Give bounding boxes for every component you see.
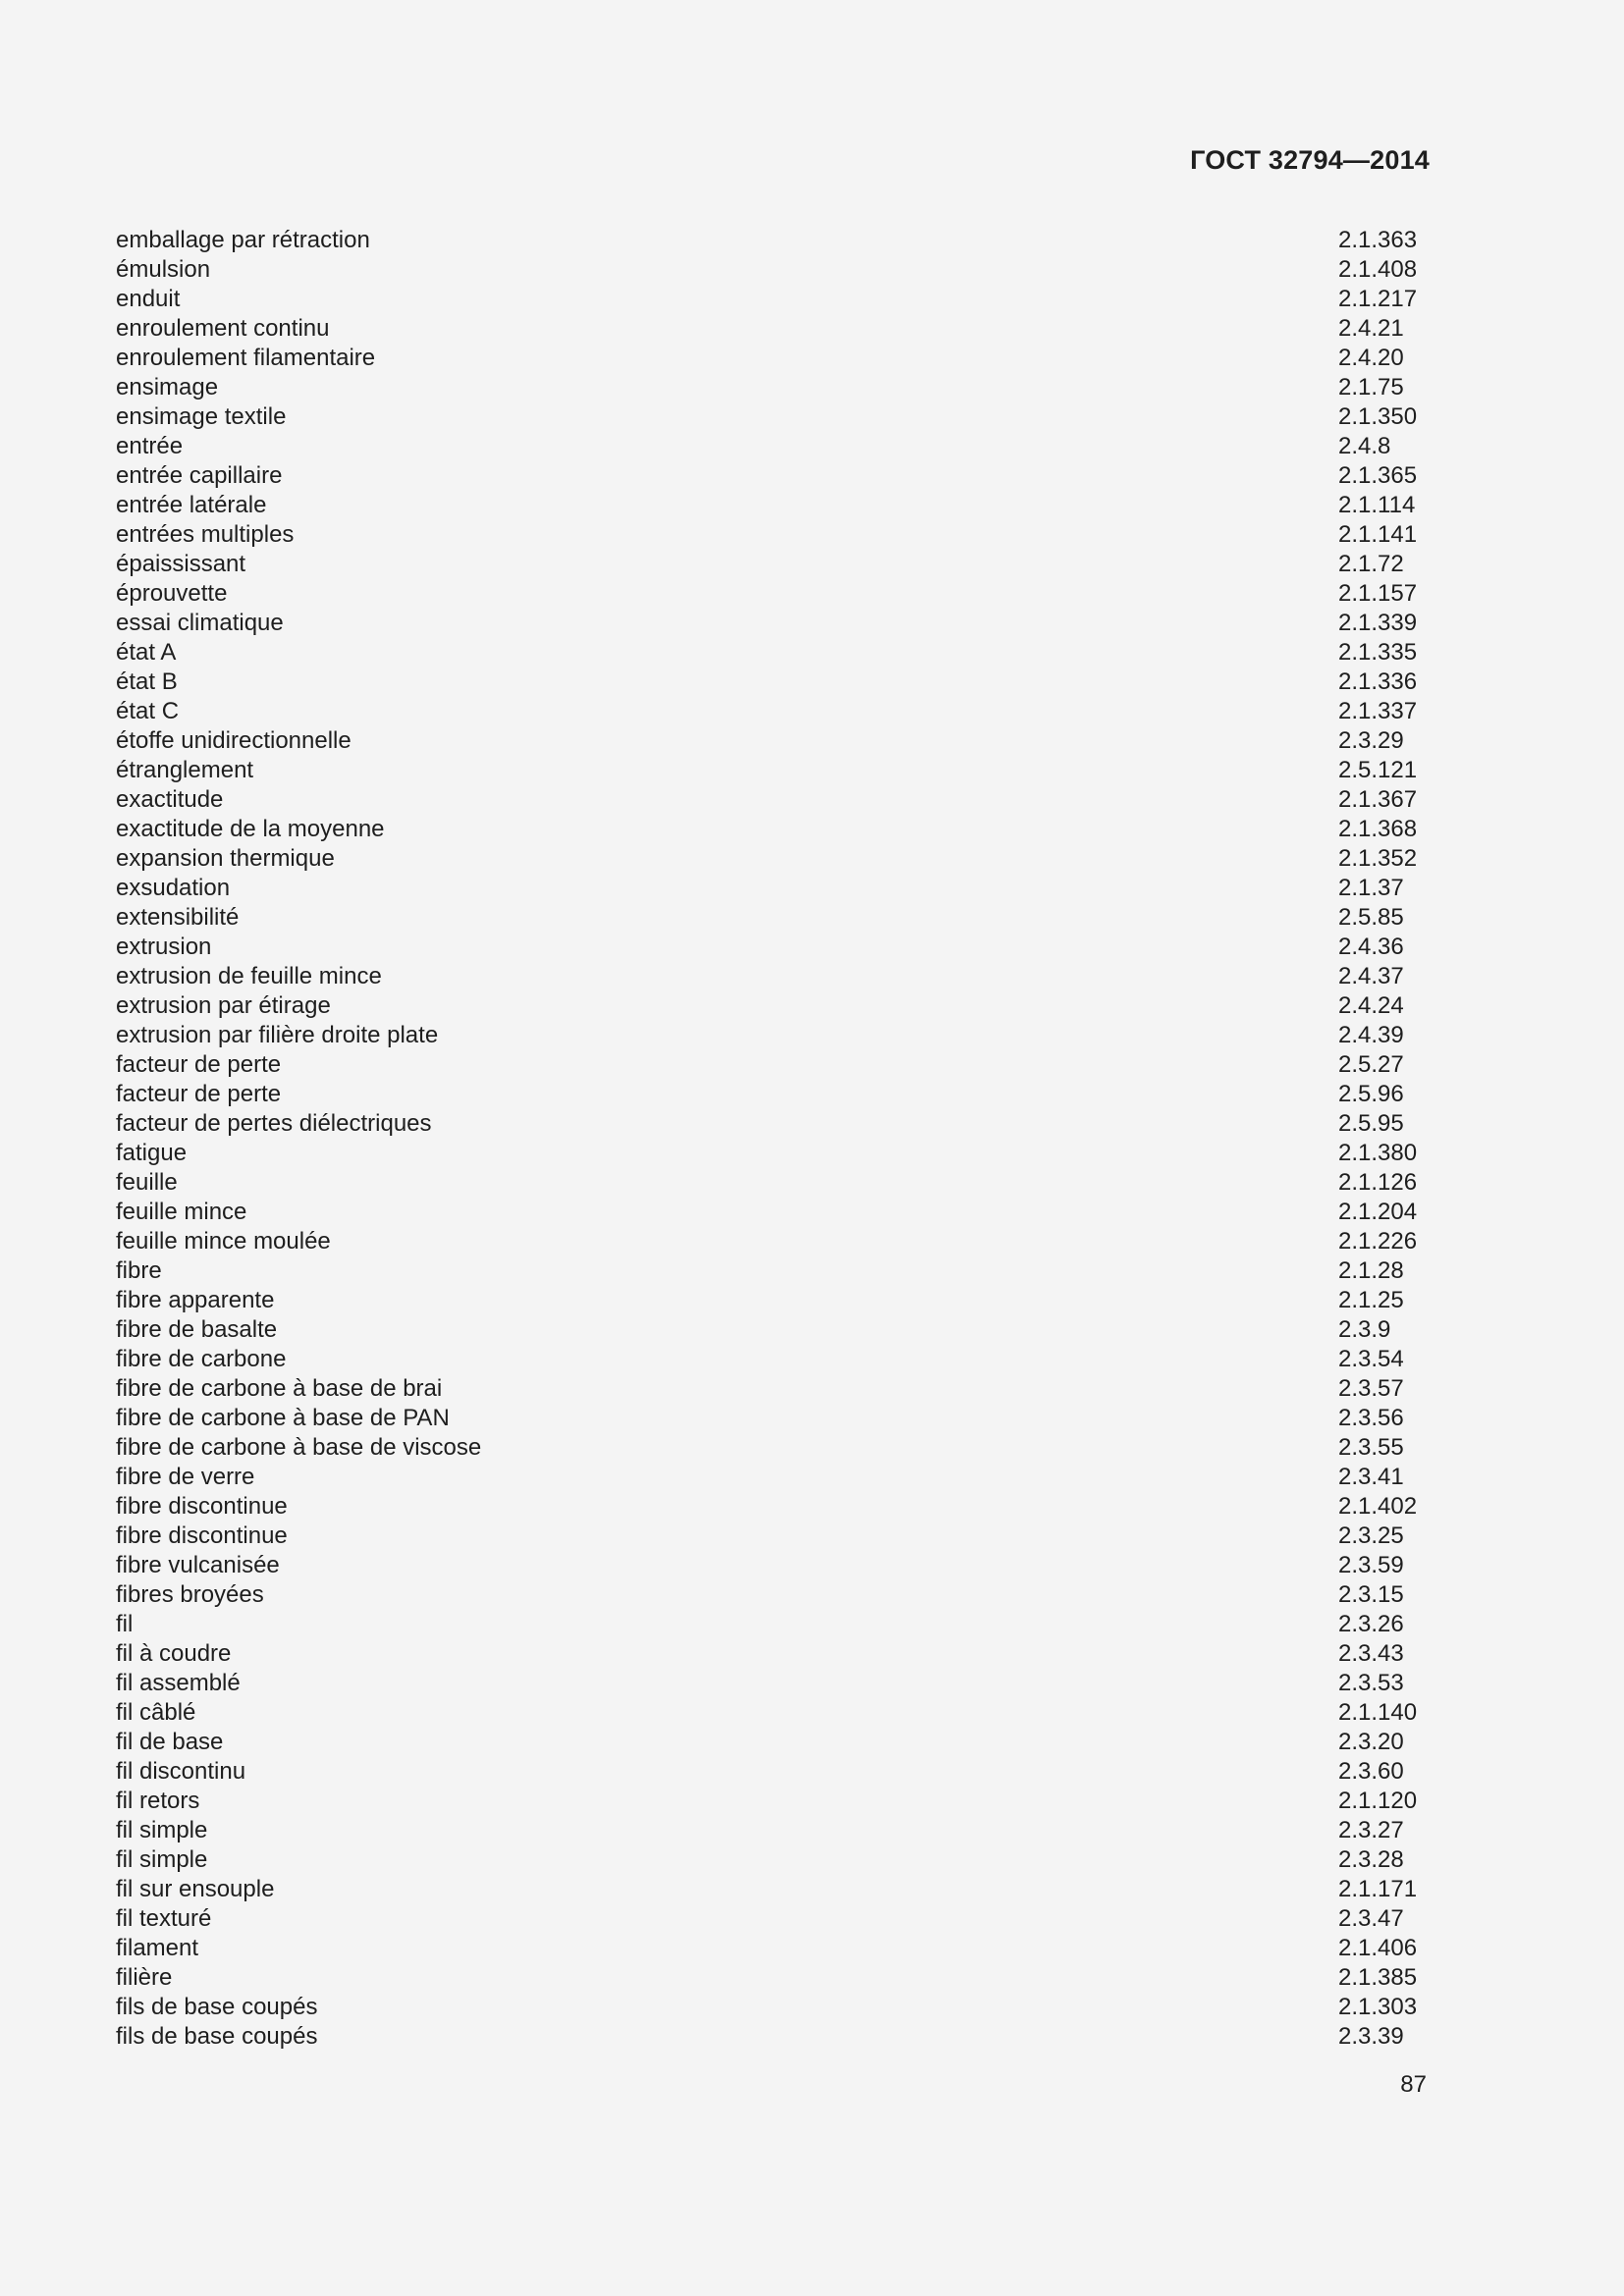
index-reference: 2.1.114 xyxy=(1338,492,1416,518)
index-entry xyxy=(116,1875,1432,1904)
index-entry xyxy=(116,933,1432,962)
index-reference: 2.3.53 xyxy=(1338,1670,1404,1696)
index-reference: 2.1.171 xyxy=(1338,1876,1418,1902)
index-entry xyxy=(116,815,1432,844)
index-entry xyxy=(116,1374,1432,1404)
index-reference: 2.5.27 xyxy=(1338,1051,1404,1078)
index-term: enroulement continu xyxy=(116,315,330,342)
index-reference: 2.5.96 xyxy=(1338,1081,1404,1107)
index-reference: 2.4.37 xyxy=(1338,963,1404,989)
index-term: feuille mince xyxy=(116,1199,247,1225)
index-entry xyxy=(116,1698,1432,1728)
index-term: filament xyxy=(116,1935,199,1961)
index-reference: 2.4.24 xyxy=(1338,992,1404,1019)
index-term: fibre de carbone xyxy=(116,1346,287,1372)
index-term: enduit xyxy=(116,286,181,312)
index-entry xyxy=(116,697,1432,726)
index-reference: 2.3.47 xyxy=(1338,1905,1404,1932)
index-term: fils de base coupés xyxy=(116,1994,318,2020)
index-term: extrusion xyxy=(116,934,212,960)
index-reference: 2.1.204 xyxy=(1338,1199,1418,1225)
index-reference: 2.1.28 xyxy=(1338,1257,1404,1284)
index-reference: 2.3.55 xyxy=(1338,1434,1404,1461)
index-entry xyxy=(116,609,1432,638)
index-reference: 2.1.120 xyxy=(1338,1788,1418,1814)
index-term: fibre de basalte xyxy=(116,1316,278,1343)
index-entry xyxy=(116,1728,1432,1757)
index-term: fibre xyxy=(116,1257,162,1284)
index-entry xyxy=(116,1580,1432,1610)
index-term: filière xyxy=(116,1964,173,1991)
index-reference: 2.1.339 xyxy=(1338,610,1418,636)
index-reference: 2.1.72 xyxy=(1338,551,1404,577)
index-term: exsudation xyxy=(116,875,231,901)
index-term: extrusion par étirage xyxy=(116,992,331,1019)
index-reference: 2.1.363 xyxy=(1338,227,1418,253)
index-entry xyxy=(116,1669,1432,1698)
index-entry xyxy=(116,432,1432,461)
index-term: feuille xyxy=(116,1169,178,1196)
index-term: expansion thermique xyxy=(116,845,335,872)
index-entry xyxy=(116,1139,1432,1168)
index-entry xyxy=(116,1256,1432,1286)
index-reference: 2.1.350 xyxy=(1338,403,1418,430)
index-entry xyxy=(116,1463,1432,1492)
index-reference: 2.3.28 xyxy=(1338,1846,1404,1873)
index-reference: 2.1.157 xyxy=(1338,580,1418,607)
index-reference: 2.4.20 xyxy=(1338,345,1404,371)
index-term: fil texturé xyxy=(116,1905,212,1932)
index-entry xyxy=(116,991,1432,1021)
index-term: fibre discontinue xyxy=(116,1493,288,1520)
index-term: exactitude xyxy=(116,786,224,813)
index-term: entrée xyxy=(116,433,184,459)
index-entry xyxy=(116,638,1432,667)
index-reference: 2.4.39 xyxy=(1338,1022,1404,1048)
index-reference: 2.1.368 xyxy=(1338,816,1418,842)
index-reference: 2.1.303 xyxy=(1338,1994,1418,2020)
index-entry xyxy=(116,373,1432,402)
index-entry xyxy=(116,1404,1432,1433)
index-term: ensimage xyxy=(116,374,219,400)
index-term: fil de base xyxy=(116,1729,224,1755)
index-reference: 2.1.337 xyxy=(1338,698,1418,724)
index-term: fils de base coupés xyxy=(116,2023,318,2050)
index-reference: 2.1.226 xyxy=(1338,1228,1418,1255)
index-reference: 2.3.9 xyxy=(1338,1316,1391,1343)
index-reference: 2.3.27 xyxy=(1338,1817,1404,1843)
index-term: enroulement filamentaire xyxy=(116,345,376,371)
index-entry xyxy=(116,461,1432,491)
index-entry xyxy=(116,962,1432,991)
index-term: fibre vulcanisée xyxy=(116,1552,280,1578)
index-entry xyxy=(116,1610,1432,1639)
index-term: ensimage textile xyxy=(116,403,287,430)
index-term: fil retors xyxy=(116,1788,200,1814)
index-reference: 2.1.336 xyxy=(1338,668,1418,695)
index-reference: 2.1.25 xyxy=(1338,1287,1404,1313)
index-entry xyxy=(116,1963,1432,1993)
index-reference: 2.1.406 xyxy=(1338,1935,1418,1961)
index-term: fibre de carbone à base de PAN xyxy=(116,1405,450,1431)
index-entry xyxy=(116,874,1432,903)
index-entry xyxy=(116,785,1432,815)
index-entry xyxy=(116,1639,1432,1669)
term-index-list xyxy=(116,226,1432,2052)
index-term: extrusion de feuille mince xyxy=(116,963,382,989)
index-entry xyxy=(116,1315,1432,1345)
index-term: feuille mince moulée xyxy=(116,1228,331,1255)
index-entry xyxy=(116,726,1432,756)
index-term: étranglement xyxy=(116,757,254,783)
index-reference: 2.3.57 xyxy=(1338,1375,1404,1402)
index-entry xyxy=(116,520,1432,550)
index-reference: 2.3.26 xyxy=(1338,1611,1404,1637)
index-reference: 2.3.29 xyxy=(1338,727,1404,754)
index-reference: 2.5.85 xyxy=(1338,904,1404,931)
index-entry xyxy=(116,1845,1432,1875)
index-reference: 2.1.141 xyxy=(1338,521,1418,548)
index-reference: 2.4.36 xyxy=(1338,934,1404,960)
index-term: épaississant xyxy=(116,551,246,577)
index-term: facteur de perte xyxy=(116,1051,282,1078)
index-entry xyxy=(116,550,1432,579)
index-entry xyxy=(116,579,1432,609)
index-entry xyxy=(116,2022,1432,2052)
index-reference: 2.1.217 xyxy=(1338,286,1418,312)
index-reference: 2.1.335 xyxy=(1338,639,1418,666)
index-reference: 2.3.25 xyxy=(1338,1522,1404,1549)
index-entry xyxy=(116,1198,1432,1227)
index-entry xyxy=(116,255,1432,285)
index-entry xyxy=(116,1993,1432,2022)
index-reference: 2.3.59 xyxy=(1338,1552,1404,1578)
index-entry xyxy=(116,1021,1432,1050)
index-reference: 2.3.54 xyxy=(1338,1346,1404,1372)
index-reference: 2.1.75 xyxy=(1338,374,1404,400)
index-entry xyxy=(116,756,1432,785)
index-term: fibre apparente xyxy=(116,1287,275,1313)
index-term: fil simple xyxy=(116,1817,208,1843)
standard-designation: ГОСТ 32794—2014 xyxy=(1190,145,1430,175)
index-entry xyxy=(116,1080,1432,1109)
index-term: état B xyxy=(116,668,178,695)
index-reference: 2.3.15 xyxy=(1338,1581,1404,1608)
index-reference: 2.3.43 xyxy=(1338,1640,1404,1667)
index-entry xyxy=(116,844,1432,874)
index-term: exactitude de la moyenne xyxy=(116,816,385,842)
index-entry xyxy=(116,903,1432,933)
index-term: étoffe unidirectionnelle xyxy=(116,727,352,754)
index-reference: 2.1.402 xyxy=(1338,1493,1418,1520)
index-term: éprouvette xyxy=(116,580,228,607)
page-number: 87 xyxy=(1400,2071,1427,2098)
index-entry xyxy=(116,1757,1432,1787)
index-term: fatigue xyxy=(116,1140,188,1166)
index-entry xyxy=(116,1050,1432,1080)
index-term: entrée capillaire xyxy=(116,462,283,489)
index-reference: 2.4.21 xyxy=(1338,315,1404,342)
index-term: émulsion xyxy=(116,256,211,283)
index-entry xyxy=(116,1227,1432,1256)
index-term: fil à coudre xyxy=(116,1640,232,1667)
index-term: état C xyxy=(116,698,180,724)
index-entry xyxy=(116,667,1432,697)
index-term: facteur de pertes diélectriques xyxy=(116,1110,432,1137)
index-term: état A xyxy=(116,639,177,666)
index-reference: 2.5.95 xyxy=(1338,1110,1404,1137)
index-entry xyxy=(116,1787,1432,1816)
index-reference: 2.3.60 xyxy=(1338,1758,1404,1785)
index-term: fil simple xyxy=(116,1846,208,1873)
index-entry xyxy=(116,226,1432,255)
index-reference: 2.3.41 xyxy=(1338,1464,1404,1490)
index-entry xyxy=(116,1345,1432,1374)
index-entry xyxy=(116,1492,1432,1522)
index-reference: 2.1.37 xyxy=(1338,875,1404,901)
index-term: fil discontinu xyxy=(116,1758,246,1785)
index-entry xyxy=(116,1522,1432,1551)
index-entry xyxy=(116,491,1432,520)
index-reference: 2.1.385 xyxy=(1338,1964,1418,1991)
index-entry xyxy=(116,1286,1432,1315)
index-term: fil assemblé xyxy=(116,1670,241,1696)
index-term: extrusion par filière droite plate xyxy=(116,1022,439,1048)
index-term: fibre de verre xyxy=(116,1464,255,1490)
index-entry xyxy=(116,285,1432,314)
index-term: extensibilité xyxy=(116,904,240,931)
index-term: fibre discontinue xyxy=(116,1522,288,1549)
index-reference: 2.5.121 xyxy=(1338,757,1418,783)
index-reference: 2.4.8 xyxy=(1338,433,1391,459)
index-term: emballage par rétraction xyxy=(116,227,370,253)
index-entry xyxy=(116,1551,1432,1580)
index-term: essai climatique xyxy=(116,610,284,636)
index-reference: 2.3.20 xyxy=(1338,1729,1404,1755)
index-reference: 2.1.365 xyxy=(1338,462,1418,489)
index-reference: 2.1.408 xyxy=(1338,256,1418,283)
index-term: fil sur ensouple xyxy=(116,1876,275,1902)
index-term: facteur de perte xyxy=(116,1081,282,1107)
index-entry xyxy=(116,1816,1432,1845)
index-entry xyxy=(116,1934,1432,1963)
index-term: fibres broyées xyxy=(116,1581,264,1608)
index-term: entrées multiples xyxy=(116,521,295,548)
index-entry xyxy=(116,402,1432,432)
index-term: fil xyxy=(116,1611,134,1637)
index-reference: 2.1.140 xyxy=(1338,1699,1418,1726)
index-reference: 2.1.126 xyxy=(1338,1169,1418,1196)
index-entry xyxy=(116,344,1432,373)
index-reference: 2.1.380 xyxy=(1338,1140,1418,1166)
document-header xyxy=(1190,145,1430,176)
index-entry xyxy=(116,1168,1432,1198)
index-term: entrée latérale xyxy=(116,492,267,518)
index-entry xyxy=(116,314,1432,344)
index-reference: 2.1.367 xyxy=(1338,786,1418,813)
index-reference: 2.3.56 xyxy=(1338,1405,1404,1431)
index-reference: 2.3.39 xyxy=(1338,2023,1404,2050)
index-entry xyxy=(116,1109,1432,1139)
index-entry xyxy=(116,1433,1432,1463)
index-term: fibre de carbone à base de viscose xyxy=(116,1434,482,1461)
index-term: fil câblé xyxy=(116,1699,196,1726)
index-entry xyxy=(116,1904,1432,1934)
index-reference: 2.1.352 xyxy=(1338,845,1418,872)
index-term: fibre de carbone à base de brai xyxy=(116,1375,443,1402)
